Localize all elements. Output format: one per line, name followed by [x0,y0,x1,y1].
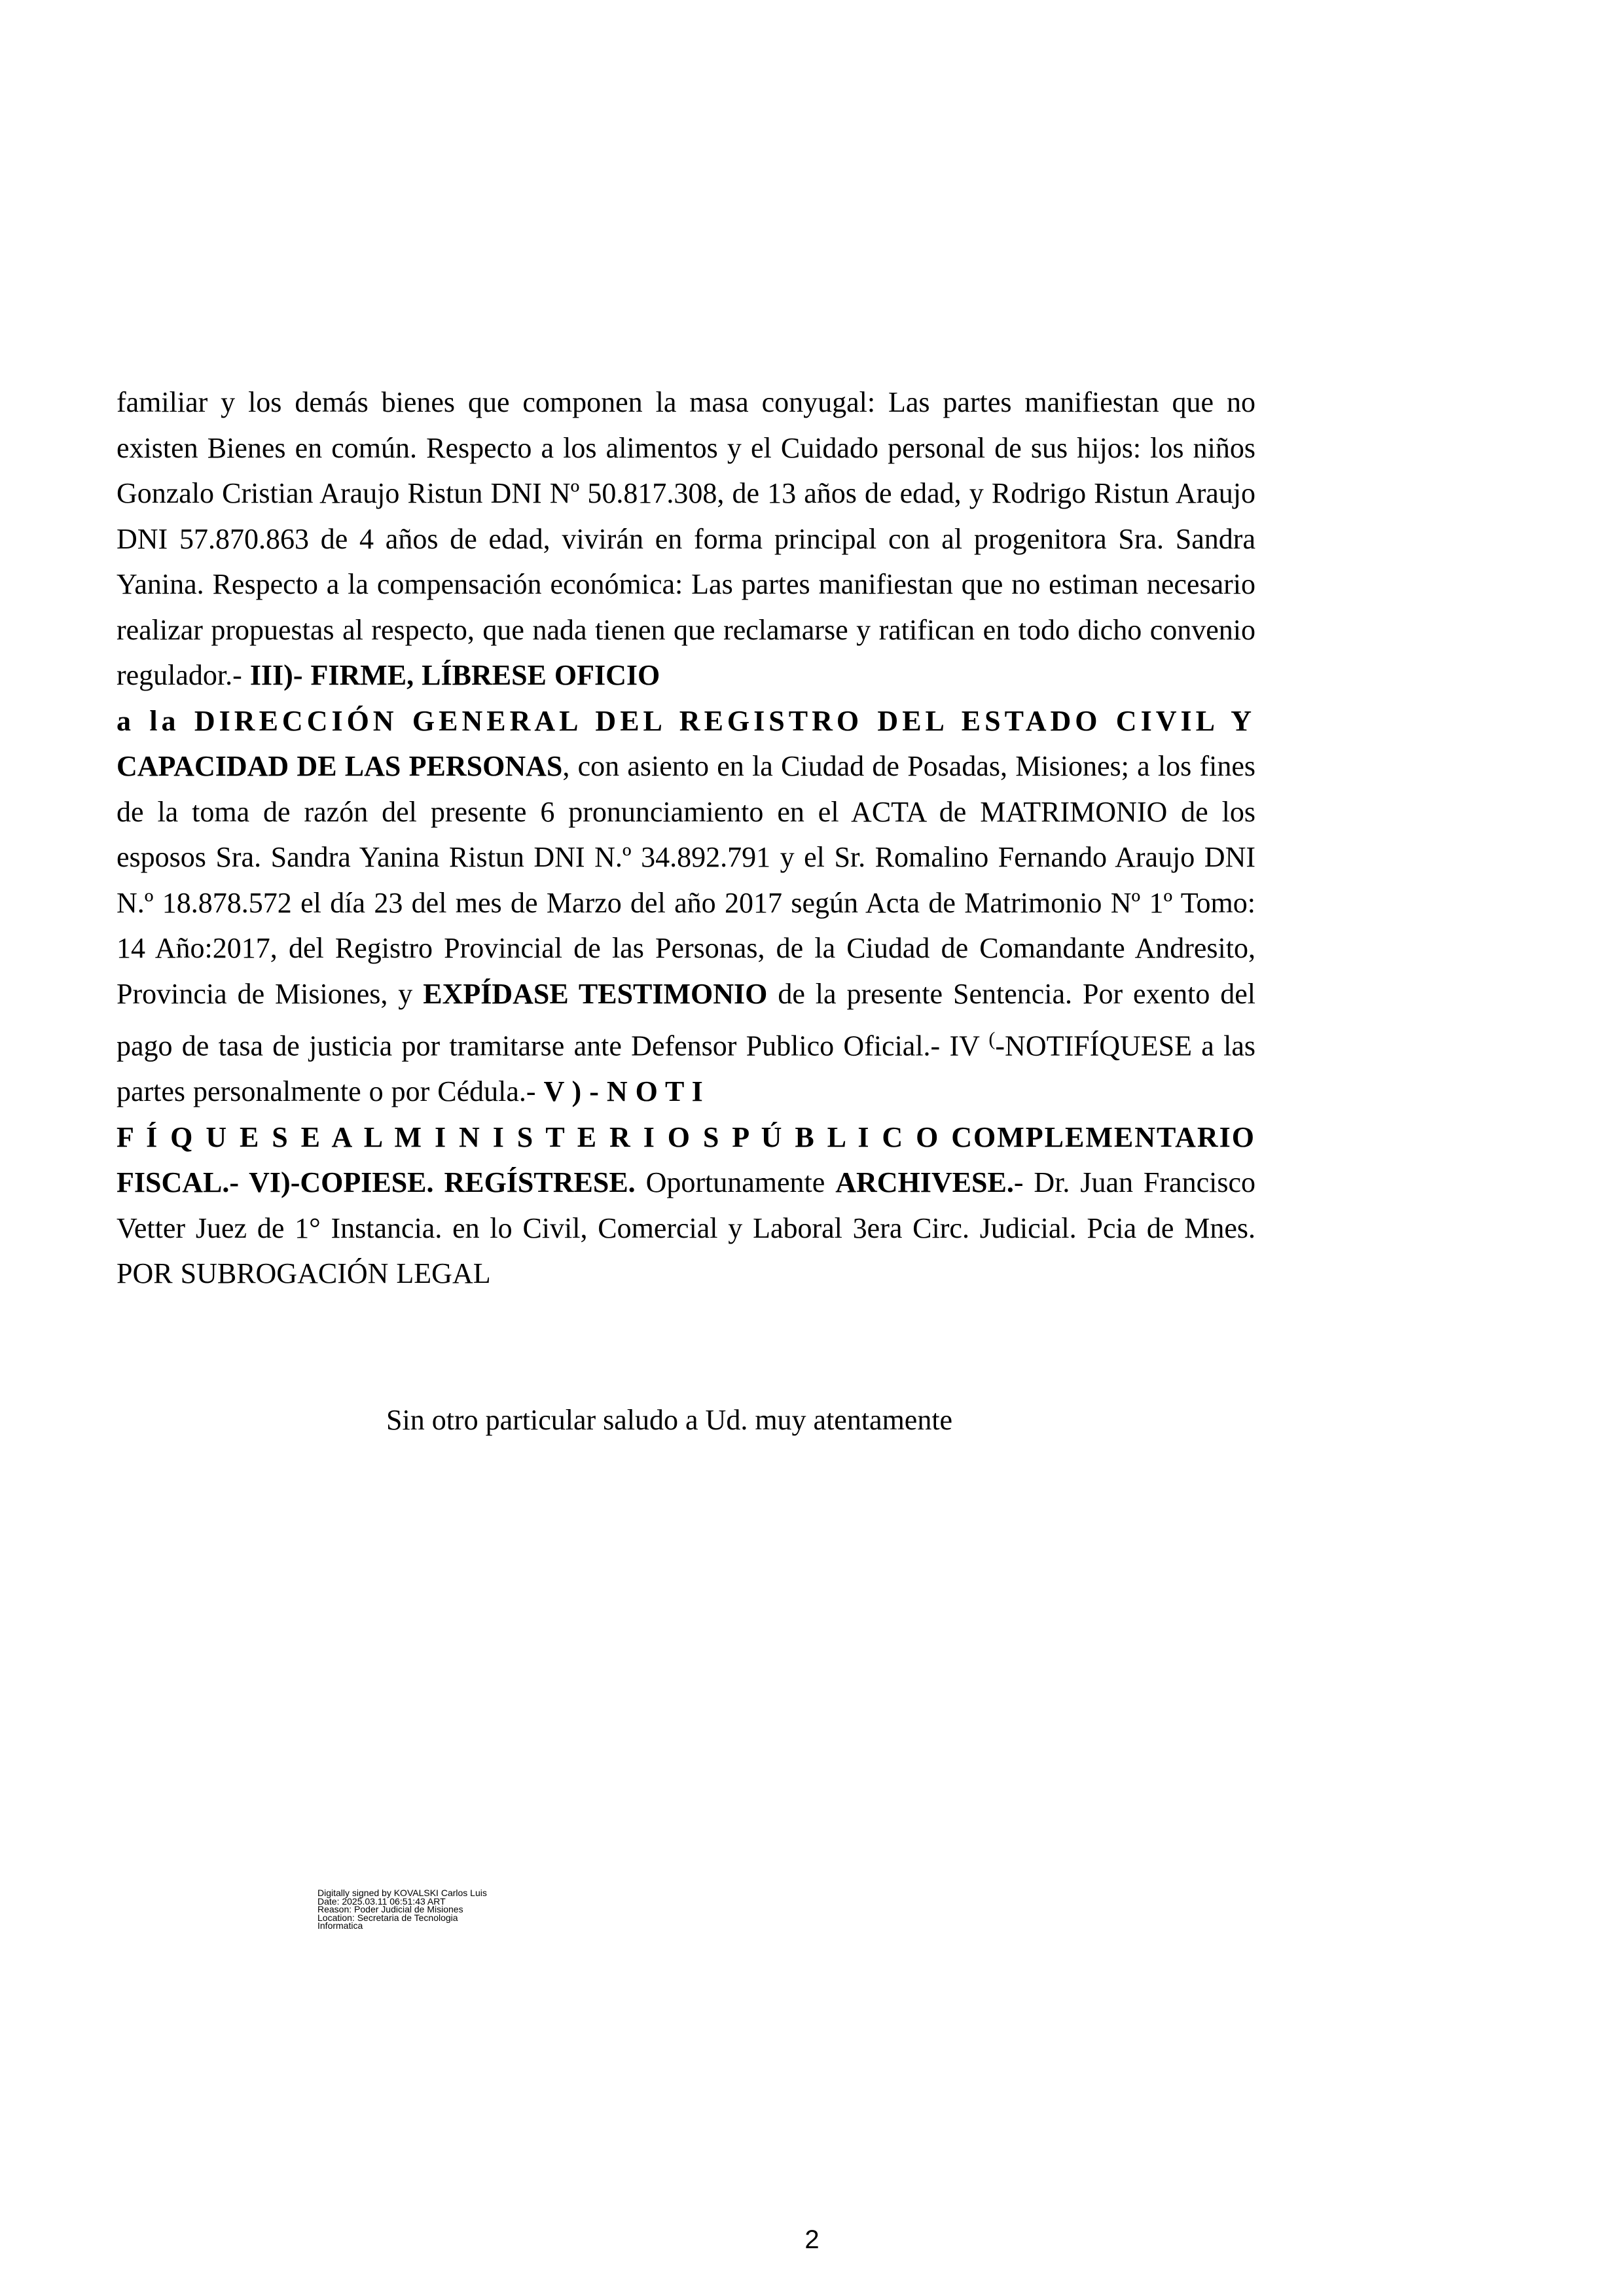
paragraph-text: Oportunamente [635,1166,836,1199]
paragraph-text: - Dr. Juan Francisco Vetter Juez de 1° Instancia. en lo Civil, Comercial y Laboral 3era Circ. Judicial. Pcia de Mnes. POR SUBROGACIÓN LEGAL [117,1166,1255,1290]
closing-line: Sin otro particular saludo a Ud. muy atentamente [386,1404,953,1436]
bold-clause-notifiquese: V ) - N O T I [543,1075,703,1108]
paragraph-text: familiar y los demás bienes que componen la masa conyugal: Las partes manifiestan que no existen Bienes en común. Respecto a los alimentos y el Cuidado personal de sus hijos: los niños Gonzalo Cristian Araujo Ristun DNI Nº 50.817.308, de 13 años de edad, y Rodrigo Ristun Araujo DNI 57.870.863 de 4 años de edad, vivirán en forma principal con al progenitora Sra. Sandra Yanina. Respecto a la compensación económica: Las partes manifiestan que no estiman necesario realizar propuestas al respecto, que nada tienen que reclamarse y ratifican en todo dicho convenio regulador.- [117,386,1255,691]
bold-clause-fiscal: FISCAL.- VI)-COPIESE. REGÍSTRESE. [117,1166,636,1199]
resolution-body [117,380,1255,1297]
bold-clause-ministerio: F Í Q U E S E A L M I N I S T E R I O S P Ú B L I C O COMPLEMENTARIO [117,1121,1255,1153]
signature-reason: Reason: Poder Judicial de Misiones [317,1904,463,1914]
paragraph-text: -NOTIFÍQUESE a las partes personalmente o por Cédula.- [117,1030,1255,1108]
page-number: 2 [804,2225,820,2254]
digital-signature [317,1889,487,1930]
bold-clause-direccion: a la DIRECCIÓN GENERAL DEL REGISTRO DEL ESTADO CIVIL Y [117,704,1255,737]
paren-mark: ( [988,1028,996,1050]
signature-location: Location: Secretaria de Tecnologia [317,1912,458,1923]
bold-clause-capacidad: CAPACIDAD DE LAS PERSONAS [117,750,563,782]
paragraph-text: , con asiento en la Ciudad de Posadas, Misiones; a los fines de la toma de razón del presente 6 pronunciamiento en el ACTA de MATRIMONIO de los esposos Sra. Sandra Yanina Ristun DNI N.º 34.892.791 y el Sr. Romalino Fernando Araujo DNI N.º 18.878.572 el día 23 del mes de Marzo del año 2017 según Acta de Matrimonio Nº 1º Tomo: 14 Año:2017, del Registro Provincial de las Personas, de la Ciudad de Comandante Andresito, Provincia de Misiones, y [117,750,1255,1010]
signature-signer: Digitally signed by KOVALSKI Carlos Luis [317,1888,487,1898]
bold-clause-testimonio: EXPÍDASE TESTIMONIO [423,977,768,1010]
bold-clause-archivese: ARCHIVESE. [835,1166,1014,1199]
signature-date: Date: 2025.03.11 06:51:43 ART [317,1895,446,1907]
signature-location-cont: Informatica [317,1920,363,1931]
bold-clause-firme: III)- FIRME, LÍBRESE OFICIO [249,659,660,691]
paragraph-text: de la presente Sentencia. Por exento del pago de tasa de justicia por tramitarse ante Defensor Publico Oficial.- IV [117,977,1256,1062]
